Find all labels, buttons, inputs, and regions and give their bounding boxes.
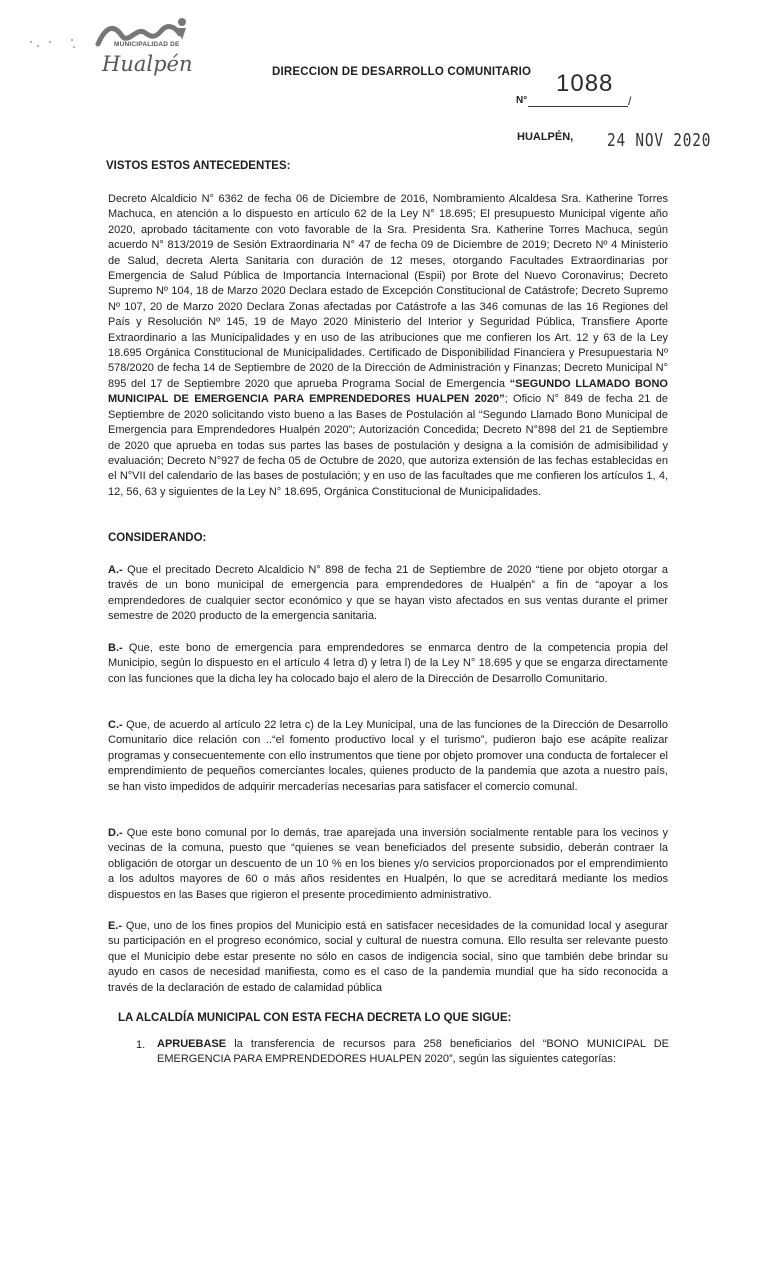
vistos-text-a: Decreto Alcaldicio N° 6362 de fecha 06 de Diciembre de 2016, Nombramiento Alcaldesa Sra. Katherine Torres Machuca, en atención a lo dispuesto en artículo 62 de la Ley N° 18.695; El presupuesto Municipal vigente año 2020, aprobado tácitamente con voto favorable de la Sra. Presidenta Sra. Katherine Torres Machuca, según acuerdo N° 813/2019 de Sesión Extraordinaria N° 47 de fecha 09 de Diciembre de 2019; Decreto Nº 4 Ministerio de Salud, decreta Alerta Sanitaria con duración de 12 meses, otorgando Facultades Extraordinarias por Emergencia de Salud Pública de Importancia Internacional (Espii) por Brote del Nuevo Coronavirus; Decreto Supremo Nº 104, 18 de Marzo 2020 Declara estado de Excepción Constitucional de Catástrofe; Decreto Supremo Nº 107, 20 de Marzo 2020 Declara Zonas afectadas por Catástrofe a las 346 comunas de las 16 Regiones del País y Resolución Nº 145, 19 de Mayo 2020 Ministerio del Interior y Seguridad Pública, Transfiere Aporte Extraordinario a las Municipalidades y en uso de las atribuciones que me confieren los Art. 12 y 63 de la Ley 18.695 Orgánica Constitucional de Municipalidades. Certificado de Disponibilidad Financiera y Presupuestaria Nº 578/2020 de fecha 14 de Septiembre de 2020 de la Dirección de Administración y Finanzas; Decreto Municipal N° 895 del 17 de Septiembre 2020 que aprueba Programa Social de Emergencia	[108, 193, 668, 390]
vistos-heading: VISTOS ESTOS ANTECEDENTES:	[106, 160, 291, 172]
vistos-paragraph	[108, 192, 668, 500]
decree-number: 1088	[556, 70, 614, 97]
considerando-item-d	[108, 826, 668, 903]
department-title: DIRECCION DE DESARROLLO COMUNITARIO	[272, 66, 532, 78]
number-underline	[528, 106, 628, 107]
considerando-heading: CONSIDERANDO:	[108, 532, 207, 544]
considerando-item-b	[108, 641, 668, 687]
decreta-item-keyword: APRUEBASE	[157, 1038, 227, 1050]
dots-icon	[28, 38, 78, 50]
decreta-heading: LA ALCALDÍA MUNICIPAL CON ESTA FECHA DECRETA LO QUE SIGUE:	[118, 1012, 512, 1024]
decreta-item-text: la transferencia de recursos para 258 beneficiarios del “BONO MUNICIPAL DE EMERGENCIA PARA EMPRENDEDORES HUALPEN 2020”, según las siguientes categorías:	[157, 1038, 669, 1066]
item-letter: D.-	[108, 827, 123, 839]
vistos-text-b: ; Oficio N° 849 de fecha 21 de Septiembre de 2020 solicitando visto bueno a las Bases de Postulación al “Segundo Llamado Bono Municipal de Emergencia para Emprendedores Hualpén 2020”; Autorización Concedida; Decreto N°898 del 21 de Septiembre de 2020 que aprueba en todas sus partes las bases de postulación y designa a la comisión de admisibilidad y evaluación; Decreto N°927 de fecha 05 de Octubre de 2020, que autoriza extensión de las fechas establecidas en el N°VII del calendario de las bases de postulación; y en uso de las facultades que me confieren los artículos 1, 4, 12, 56, 63 y siguientes de la Ley N° 18.695, Orgánica Constitucional de Municipalidades.	[108, 393, 668, 498]
decreta-item-number: 1.	[136, 1039, 146, 1051]
item-letter: B.-	[108, 642, 123, 654]
item-text: Que el precitado Decreto Alcaldicio N° 898 de fecha 21 de Septiembre de 2020 “tiene por objeto otorgar a través de un bono municipal de emergencia para emprendedores de Hualpén” a fin de “apoyar a los emprendedores de cualquier sector económico y que se hayan visto afectados en sus ventas durante el primer semestre de 2020 producto de la emergencia sanitaria.	[108, 564, 668, 623]
logo-script-text: Hualpén	[102, 52, 193, 76]
item-letter: C.-	[108, 719, 123, 731]
item-letter: E.-	[108, 920, 123, 932]
item-text: Que este bono comunal por lo demás, trae aparejada una inversión socialmente rentable para los vecinos y vecinas de la comuna, puesto que “quienes se vean beneficiados del presente subsidio, deberán contraer la obligación de otorgar un descuento de un 10 % en los bienes y/o servicios proporcionados por el emprendimiento a los adultos mayores de 60 o más años residentes en Hualpén, lo que se acreditará mediante los medios dispuestos en las Bases que rigieron el presente procedimiento administrativo.	[108, 827, 668, 901]
item-letter: A.-	[108, 564, 123, 576]
vistos-program-name: “SEGUNDO LLAMADO BONO MUNICIPAL DE EMERGENCIA PARA EMPRENDEDORES HUALPEN 2020”	[108, 377, 668, 406]
logo-figures-icon	[92, 14, 202, 54]
number-label: N°	[516, 95, 528, 106]
place-label: HUALPÉN,	[517, 131, 574, 143]
margin-marks	[28, 38, 78, 53]
considerando-item-c	[108, 718, 668, 795]
decreta-item-1	[157, 1037, 669, 1068]
item-text: Que, uno de los fines propios del Municipio está en satisfacer necesidades de la comunidad local y asegurar su participación en el progreso económico, social y cultural de nuestra comuna. Ello resulta ser relevante puesto que el Municipio debe estar presente no sólo en casos de indigencia social, sino que también debe brindar su ayudo en casos de necesidad manifiesta, como es el caso de la pandemia mundial que ha sido reconocida a través de la declaración de estado de calamidad pública	[108, 920, 668, 994]
item-text: Que, de acuerdo al artículo 22 letra c) de la Ley Municipal, una de las funciones de la Dirección de Desarrollo Comunitario dice relación con ..“el fomento productivo local y el turismo”, pudieron bajo ese acápite realizar programas y consecuentemente con ello instrumentos que tiene por objeto promover una conducta de fortalecer el emprendimiento de pequeños comerciantes locales, quienes producto de la pandemia que azota a nuestro país, se han visto impedidos de adquirir mercaderías necesarias para satisfacer el comercio comunal.	[108, 719, 668, 793]
considerando-item-e	[108, 919, 668, 996]
item-text: Que, este bono de emergencia para emprendedores se enmarca dentro de la competencia propia del Municipio, según lo dispuesto en el artículo 4 letra d) y letra l) de la Ley N° 18.695 y que se engarza directamente con las funciones que la dicha ley ha colocado bajo el alero de la Dirección de Desarrollo Comunitario.	[108, 642, 668, 685]
municipality-logo	[92, 14, 202, 80]
logo-small-text: MUNICIPALIDAD DE	[114, 41, 180, 48]
considerando-item-a	[108, 563, 668, 625]
number-slash: /	[628, 94, 632, 108]
decree-date: 24 NOV 2020	[607, 130, 712, 151]
